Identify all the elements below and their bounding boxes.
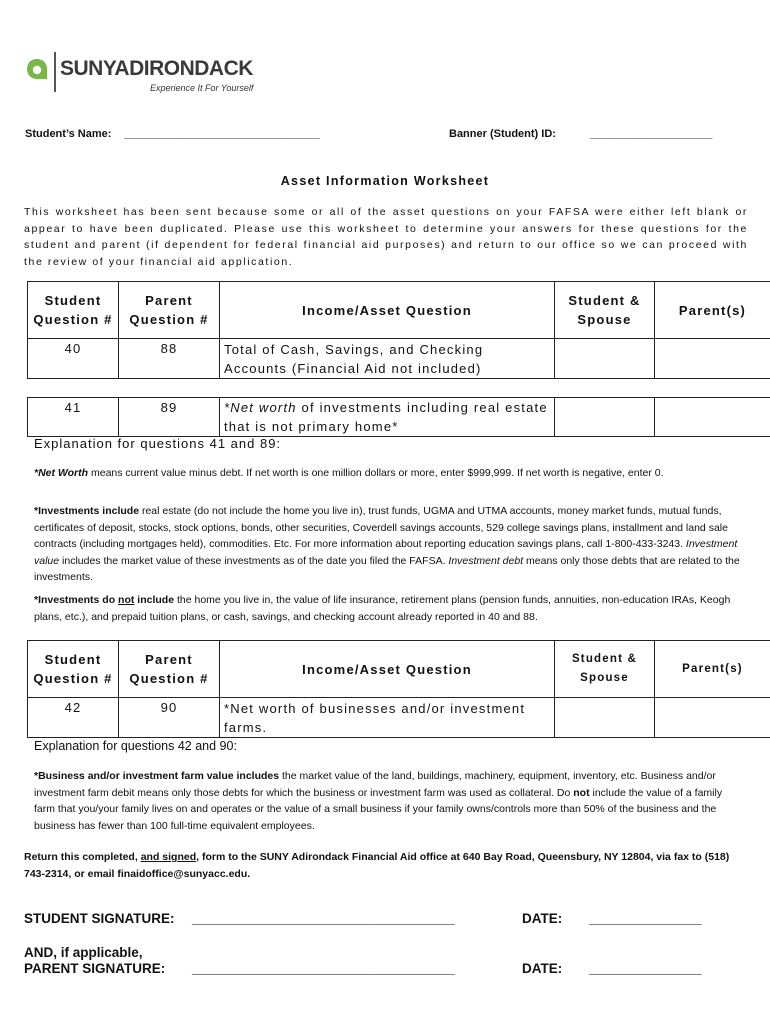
- return-text-2: , form to the SUNY Adirondack Financial Aid office at 640 Bay Road, Queensbury, NY 12804, via fax to (518) 743-2314, or email finaidoffice@sunyacc.edu.: [24, 851, 730, 880]
- student-spouse-answer-cell[interactable]: [555, 339, 655, 379]
- parent-signature-field[interactable]: ___________________________________: [192, 961, 455, 976]
- investments-exclude-note: [34, 592, 740, 625]
- net-worth-note: [34, 465, 740, 482]
- student-signature-label: STUDENT SIGNATURE:: [24, 911, 175, 926]
- investments-include-word: include: [134, 594, 175, 606]
- business-farm-not: not: [573, 786, 590, 799]
- banner-id-field[interactable]: ____________________: [590, 128, 713, 140]
- student-spouse-answer-cell[interactable]: [555, 398, 655, 437]
- parent-question-number: 88: [119, 339, 220, 379]
- investments-include-text-1: real estate (do not include the home you live in), trust funds, UGMA and UTMA accounts, money market funds, mutual funds, certificates of deposit, stocks, stock options, bonds, other securities, Coverdell savings accounts, 529 college savings plans, installment and land sale contracts (including mortgages held), commodities. Etc. For more information about reporting education savings plans, call 1-800-433-3243.: [34, 505, 728, 550]
- investments-include-text-2: includes the market value of these investments as of the date you filed the FAFSA.: [59, 554, 449, 567]
- logo-divider: [54, 52, 56, 92]
- explanation-heading-41-89: Explanation for questions 41 and 89:: [34, 436, 282, 451]
- table-row: [28, 698, 770, 738]
- parent-question-number: 89: [119, 398, 220, 437]
- return-underlined: and signed: [140, 851, 197, 863]
- investments-include-note: [34, 503, 740, 586]
- student-date-field[interactable]: _______________: [589, 911, 702, 926]
- asset-table-3: [27, 640, 770, 738]
- question-text: *Net worth of businesses and/or investment farms.: [220, 698, 555, 738]
- header-income-asset-question: Income/Asset Question: [220, 641, 555, 698]
- investments-not-label: not: [118, 594, 135, 606]
- header-parent-question: Parent Question #: [119, 282, 220, 339]
- header-parent-question: Parent Question #: [119, 641, 220, 698]
- student-signature-field[interactable]: ___________________________________: [192, 911, 455, 926]
- investments-include-label: *Investments include: [34, 505, 140, 517]
- table-row: [28, 398, 770, 437]
- logo-brand-text: SUNYADIRONDACK: [60, 57, 253, 80]
- asset-table-2: [27, 397, 770, 437]
- question-italic-term: *Net worth: [224, 400, 297, 415]
- explanation-heading-42-90: Explanation for questions 42 and 90:: [34, 739, 237, 753]
- and-if-applicable-label: AND, if applicable,: [24, 945, 143, 960]
- question-rest: of investments including real estate that is not primary home*: [224, 400, 548, 434]
- parent-signature-label: PARENT SIGNATURE:: [24, 961, 166, 976]
- logo-tagline: Experience It For Yourself: [150, 83, 254, 93]
- business-farm-text-1: the market value of the land, buildings, machinery, equipment, inventory, etc. Business and/or investment farm debit means only those debts for which the business or investment farm was used as collateral. Do: [34, 770, 716, 799]
- student-question-number: 42: [28, 698, 119, 738]
- asset-table-1: [27, 281, 770, 379]
- question-text: [220, 398, 555, 437]
- parent-date-field[interactable]: _______________: [589, 961, 702, 976]
- investments-do-label: *Investments do: [34, 594, 119, 606]
- suny-adirondack-logo-icon: [26, 58, 48, 80]
- business-farm-text-2: include the value of a family farm that you/your family lives on and operates or the value of a small business if your family owns/controls more than 50% of the business and the business has fewer than 100 full-time equivalent employees.: [34, 786, 723, 832]
- parents-answer-cell[interactable]: [655, 398, 770, 437]
- business-farm-note: [34, 768, 740, 834]
- header-parents: Parent(s): [655, 282, 770, 339]
- header-parents: Parent(s): [655, 641, 770, 698]
- page-title: Asset Information Worksheet: [280, 174, 490, 188]
- parent-date-label: DATE:: [522, 961, 563, 976]
- student-name-field[interactable]: ________________________________: [124, 128, 320, 140]
- question-text: Total of Cash, Savings, and Checking Accounts (Financial Aid not included): [220, 339, 555, 379]
- header-student-spouse: Student & Spouse: [555, 641, 655, 698]
- parent-question-number: 90: [119, 698, 220, 738]
- intro-paragraph: This worksheet has been sent because some or all of the asset questions on your FAFSA were either left blank or appear to have been duplicated. Please use this worksheet to determine your answers for these questions for the student and parent (if dependent for federal financial aid purposes) and return to our office so we can proceed with the review of your financial aid application.: [24, 206, 748, 268]
- header-income-asset-question: Income/Asset Question: [220, 282, 555, 339]
- parents-answer-cell[interactable]: [655, 698, 770, 738]
- investments-include-text-3: means only those debts that are related to the investments.: [34, 554, 740, 583]
- investments-exclude-text: the home you live in, the value of life insurance, retirement plans (pension funds, annuities, non-education IRAs, Keogh plans, etc.), and prepaid tuition plans, or cash, savings, and checking account already reported in 40 and 88.: [34, 594, 731, 623]
- banner-id-label: Banner (Student) ID:: [449, 128, 556, 140]
- net-worth-text: means current value minus debt. If net worth is one million dollars or more, enter $999,999. If net worth is negative, enter 0.: [88, 467, 664, 479]
- table-row: [28, 339, 770, 379]
- return-text-1: Return this completed,: [24, 851, 141, 863]
- header-student-question: Student Question #: [28, 282, 119, 339]
- business-farm-label: *Business and/or investment farm value includes: [34, 770, 280, 782]
- investment-debt-term: Investment debt: [448, 554, 524, 567]
- investment-value-term: Investment value: [34, 538, 738, 567]
- return-instructions: [24, 849, 752, 882]
- student-question-number: 41: [28, 398, 119, 437]
- student-date-label: DATE:: [522, 911, 563, 926]
- student-name-label: Student’s Name:: [25, 128, 112, 140]
- student-question-number: 40: [28, 339, 119, 379]
- net-worth-label: *Net Worth: [34, 467, 89, 479]
- header-student-spouse: Student & Spouse: [555, 282, 655, 339]
- header-student-question: Student Question #: [28, 641, 119, 698]
- parents-answer-cell[interactable]: [655, 339, 770, 379]
- student-spouse-answer-cell[interactable]: [555, 698, 655, 738]
